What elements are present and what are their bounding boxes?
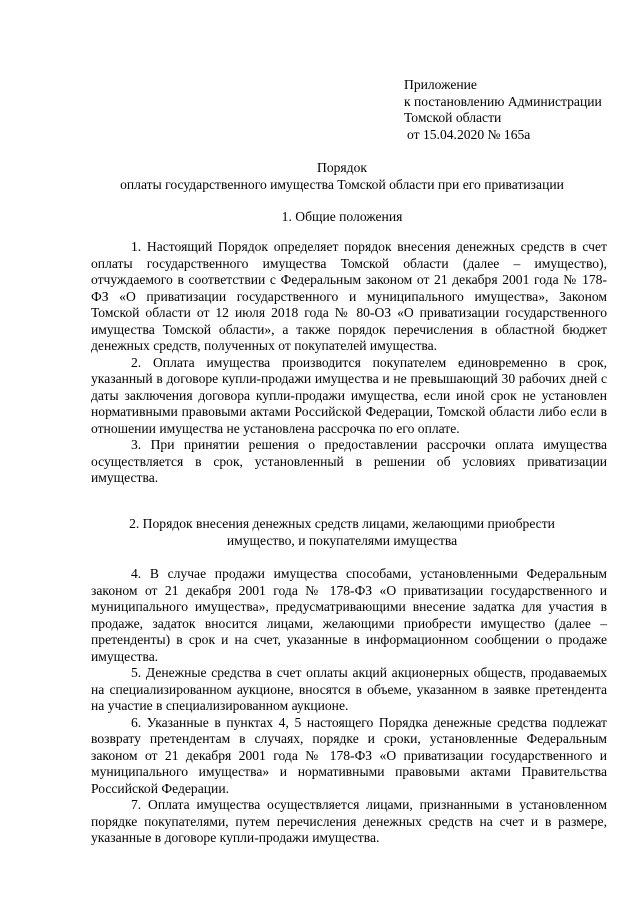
paragraph-2: 2. Оплата имущества производится покупателем единовременно в срок, указанный в договоре купли-продажи имущества и не превышающий 30 рабочих дней с даты заключения договора купли-продажи имущества, если иной срок не установлен нормативными правовыми актами Российской Федерации, Томской области либо если в отношении имущества не установлена рассрочка по его оплате. [91,354,607,436]
approval-line: Томской области [404,110,502,125]
approval-date-line: от 15.04.2020 № 165а [407,126,531,142]
paragraph-5: 5. Денежные средства в счет оплаты акций акционерных обществ, продаваемых на специализированном аукционе, вносятся в объеме, указанном в заявке претендента на участие в специализированном аукционе. [91,665,607,713]
section-2-body [91,566,607,847]
paragraph-3: 3. При принятии решения о предоставлении рассрочки оплата имущества осуществляется в срок, установленный в решении об условиях приватизации имущества. [91,437,607,485]
section-1-body [91,239,607,487]
section-2-heading-line-1: 2. Порядок внесения денежных средств лицами, желающими приобрести [129,516,555,531]
document-title: Порядок [317,160,367,175]
paragraph-7: 7. Оплата имущества осуществляется лицами, признанными в установленном порядке покупателями, путем перечисления денежных средств на счет и в размере, указанные в договоре купли-продажи имущества. [91,797,607,845]
approval-line: к постановлению Администрации [404,93,602,109]
paragraph-6: 6. Указанные в пунктах 4, 5 настоящего Порядка денежные средства подлежат возврату претендентам в случаях, порядке и сроки, установленные Федеральным законом от 21 декабря 2001 года № 178-ФЗ «О приватизации государственного и муниципального имущества» и нормативными правовыми актами Правительства Российской Федерации. [91,714,607,796]
section-1-heading: 1. Общие положения [281,209,403,224]
document-subtitle: оплаты государственного имущества Томской области при его приватизации [120,177,564,192]
paragraph-1: 1. Настоящий Порядок определяет порядок внесения денежных средств в счет оплаты государственного имущества Томской области (далее – имущество), отчуждаемого в соответствии с Федеральным законом от 21 декабря 2001 года № 178-ФЗ «О приватизации государственного и муниципального имущества», Законом Томской области от 12 июля 2018 года № 80-ОЗ «О приватизации государственного имущества Томской области», а также порядок перечисления в областной бюджет денежных средств, полученных от покупателей имущества. [91,239,607,353]
approval-line: Приложение [404,77,477,92]
approval-block [404,77,634,143]
section-2-heading-line-2: имущество, и покупателями имущества [226,533,458,548]
paragraph-4: 4. В случае продажи имущества способами, установленными Федеральным законом от 21 декабря 2001 года № 178-ФЗ «О приватизации государственного и муниципального имущества», предусматривающими внесение задатка для участия в продаже, задаток вносится лицами, желающими приобрести имущество (далее – претенденты) в срок и на счет, указанные в информационном сообщении о продаже имущества. [91,566,607,664]
